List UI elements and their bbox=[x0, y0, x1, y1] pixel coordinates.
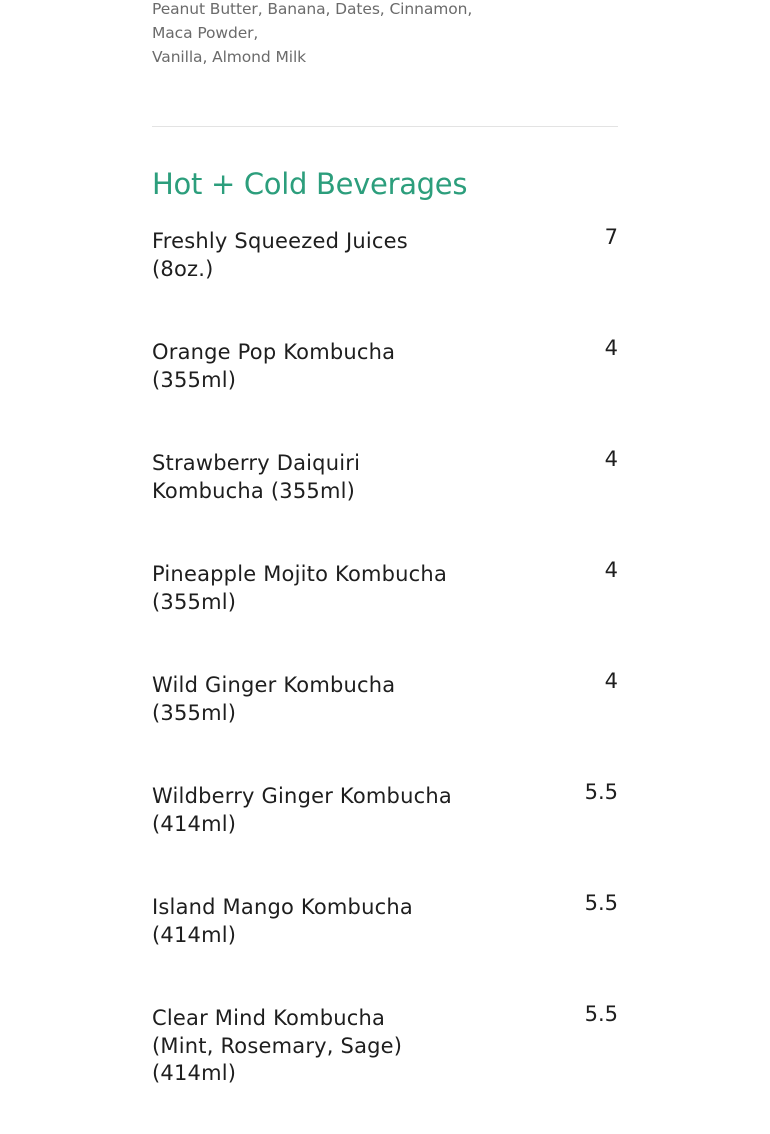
menu-item bbox=[152, 336, 618, 450]
menu-item bbox=[152, 558, 618, 672]
menu-item bbox=[152, 891, 618, 1005]
section-divider bbox=[152, 126, 618, 127]
description-line: Maca Powder, bbox=[152, 24, 259, 42]
item-price: 5.5 bbox=[584, 891, 618, 915]
menu-item bbox=[152, 447, 618, 561]
description-line: Peanut Butter, Banana, Dates, Cinnamon, bbox=[152, 0, 473, 18]
item-price: 4 bbox=[604, 558, 618, 582]
menu-item bbox=[152, 780, 618, 894]
menu-item bbox=[152, 225, 618, 339]
item-name: Pineapple Mojito Kombucha (355ml) bbox=[152, 562, 448, 614]
item-price: 4 bbox=[604, 336, 618, 360]
item-name: Freshly Squeezed Juices (8oz.) bbox=[152, 229, 408, 281]
menu-item bbox=[152, 669, 618, 783]
item-name: Strawberry Daiquiri Kombucha (355ml) bbox=[152, 451, 361, 503]
item-price: 7 bbox=[604, 225, 618, 249]
item-name: Wildberry Ginger Kombucha (414ml) bbox=[152, 784, 452, 836]
description-line: Vanilla, Almond Milk bbox=[152, 48, 307, 66]
previous-item-description bbox=[152, 0, 512, 69]
menu-item-list bbox=[152, 225, 618, 1116]
item-name: Island Mango Kombucha (414ml) bbox=[152, 895, 413, 947]
section-title: Hot + Cold Beverages bbox=[152, 167, 468, 201]
item-price: 4 bbox=[604, 447, 618, 471]
item-name: Wild Ginger Kombucha (355ml) bbox=[152, 673, 396, 725]
item-name: Orange Pop Kombucha (355ml) bbox=[152, 340, 396, 392]
menu-item bbox=[152, 1002, 618, 1116]
item-price: 4 bbox=[604, 669, 618, 693]
item-price: 5.5 bbox=[584, 780, 618, 804]
item-name: Clear Mind Kombucha (Mint, Rosemary, Sage) (414ml) bbox=[152, 1006, 403, 1085]
item-price: 5.5 bbox=[584, 1002, 618, 1026]
